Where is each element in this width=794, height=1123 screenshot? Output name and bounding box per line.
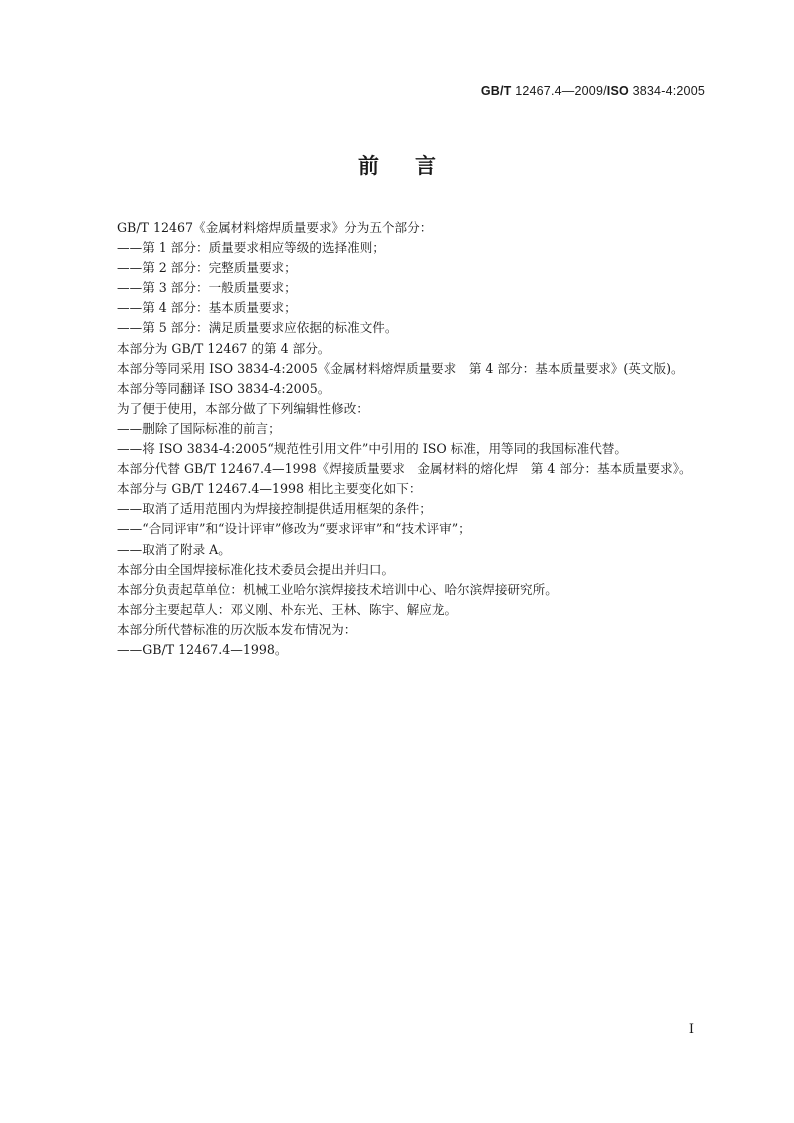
paragraph: 本部分由全国焊接标准化技术委员会提出并归口。 [117, 561, 395, 577]
standard-code [481, 84, 705, 98]
foreword-body [92, 218, 706, 660]
paragraph: 本部分等同翻译 ISO 3834-4:2005。 [117, 380, 331, 396]
paragraph: 本部分代替 GB/T 12467.4—1998《焊接质量要求 金属材料的熔化焊 第 4 部分：基本质量要求》。 [117, 461, 692, 477]
page-title: 前言 [358, 154, 472, 178]
paragraph: ——取消了适用范围内为焊接控制提供适用框架的条件； [117, 501, 432, 517]
paragraph: ——第 5 部分：满足质量要求应依据的标准文件。 [117, 320, 398, 336]
paragraph: ——第 4 部分：基本质量要求； [117, 300, 297, 316]
paragraph: 本部分所代替标准的历次版本发布情况为： [117, 621, 357, 637]
paragraph: 本部分与 GB/T 12467.4—1998 相比主要变化如下： [117, 481, 422, 497]
standard-code-iso: ISO [606, 84, 629, 98]
standard-code-prefix: GB/T [480, 84, 512, 98]
standard-code-suffix: 3834-4:2005 [628, 84, 705, 98]
paragraph: 本部分主要起草人：邓义刚、朴东光、王林、陈宇、解应龙。 [117, 601, 458, 617]
paragraph: 本部分等同采用 ISO 3834-4:2005《金属材料熔焊质量要求 第 4 部分：基本质量要求》(英文版)。 [117, 360, 684, 376]
paragraph: ——“合同评审”和“设计评审”修改为“要求评审”和“技术评审”； [117, 521, 471, 537]
paragraph: ——删除了国际标准的前言； [117, 420, 281, 436]
paragraph: 本部分负责起草单位：机械工业哈尔滨焊接技术培训中心、哈尔滨焊接研究所。 [117, 581, 558, 597]
paragraph: ——取消了附录 A。 [117, 541, 231, 557]
paragraph: 为了便于使用，本部分做了下列编辑性修改： [117, 400, 369, 416]
paragraph: 本部分为 GB/T 12467 的第 4 部分。 [117, 340, 331, 356]
standard-code-main: 12467.4—2009/ [511, 84, 607, 98]
paragraph: ——GB/T 12467.4—1998。 [117, 641, 288, 657]
page-number: I [688, 1022, 694, 1037]
paragraph: ——第 2 部分：完整质量要求； [117, 260, 297, 276]
paragraph: ——第 1 部分：质量要求相应等级的选择准则； [117, 240, 385, 256]
paragraph: ——第 3 部分：一般质量要求； [117, 280, 297, 296]
paragraph: ——将 ISO 3834-4:2005“规范性引用文件”中引用的 ISO 标准，用等同的我国标准代替。 [117, 441, 627, 457]
paragraph: GB/T 12467《金属材料熔焊质量要求》分为五个部分： [117, 220, 433, 235]
